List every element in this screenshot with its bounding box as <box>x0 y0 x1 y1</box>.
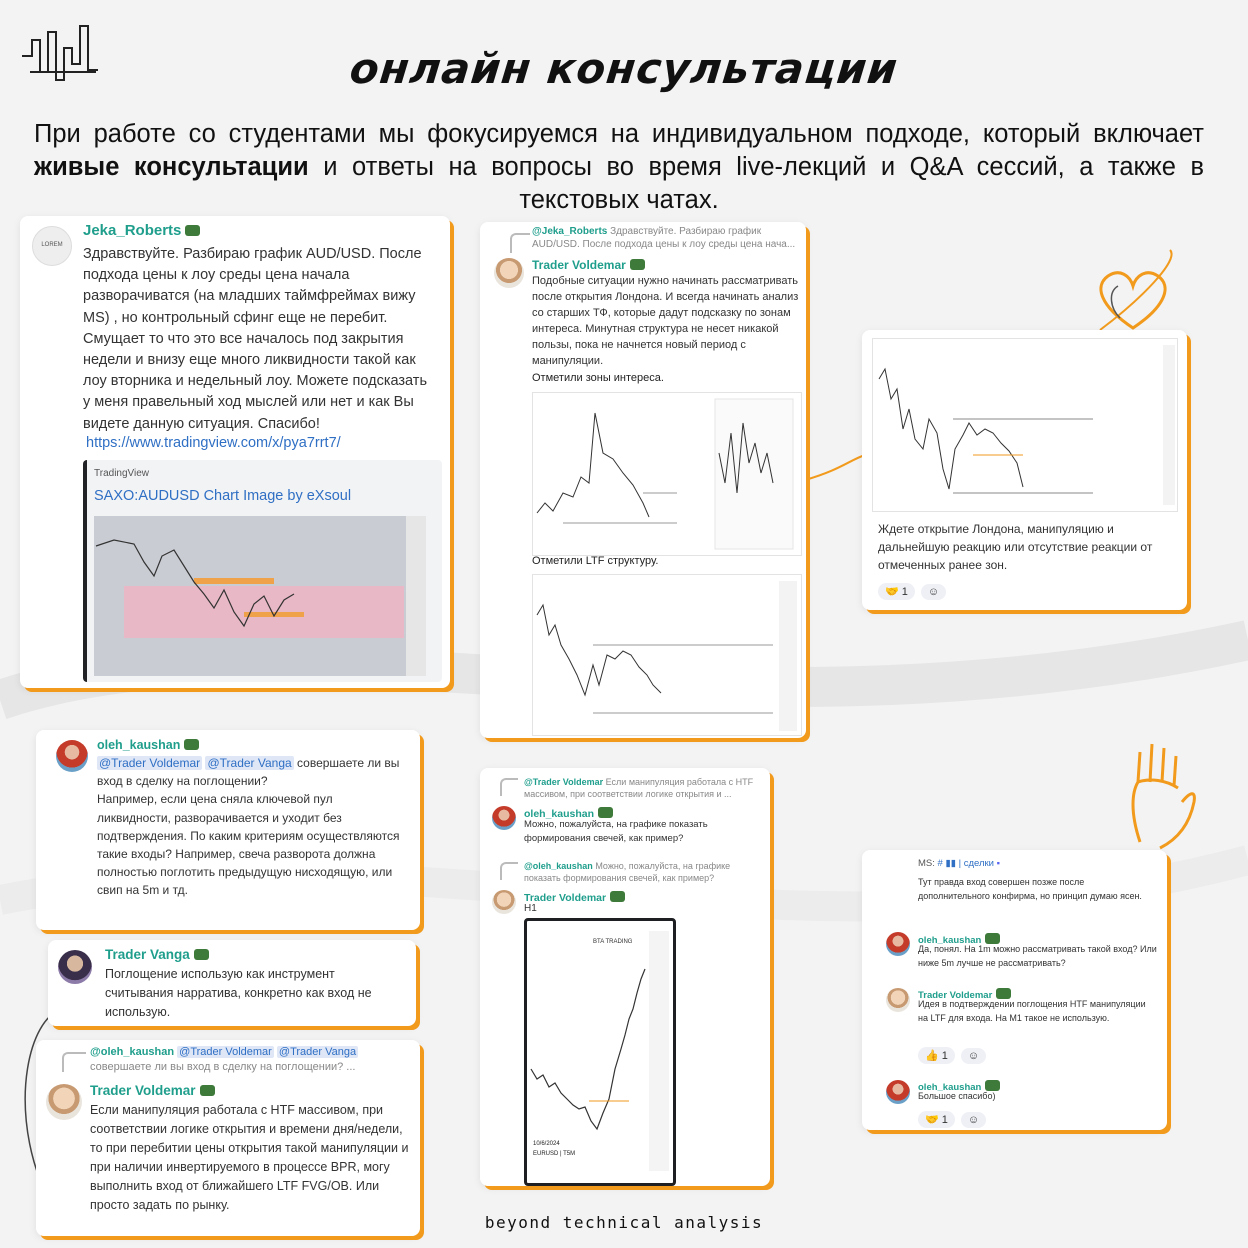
message-text: Подобные ситуации нужно начинать рассматривать после открытия Лондона. И всегда начинать анализ со старших ТФ, которые дадут подсказку по зонам интереса. Минутная структура не несет никакой пользы, пока не начнется новый период с манипуляции. <box>532 275 799 367</box>
add-reaction-icon[interactable]: ☺ <box>961 1048 986 1064</box>
role-badge-icon <box>985 1080 1000 1091</box>
caption-zones: Отметили зоны интереса. <box>532 372 664 384</box>
role-badge-icon <box>598 807 613 818</box>
username[interactable]: Trader Vanga <box>105 947 190 962</box>
role-badge-icon <box>200 1085 215 1096</box>
username[interactable]: oleh_kaushan <box>918 935 982 946</box>
chart-watermark: BTA TRADING <box>593 939 633 945</box>
h1-chart-image <box>524 918 676 1186</box>
reaction-handshake[interactable]: 🤝 1 <box>918 1111 955 1128</box>
reply-connector <box>62 1052 86 1072</box>
mention-voldemar[interactable]: @Trader Voldemar <box>99 756 201 770</box>
message-card-voldemar-answer <box>36 1040 420 1236</box>
username[interactable]: Trader Voldemar <box>90 1083 196 1098</box>
footer-tagline: beyond technical analysis <box>484 1213 764 1232</box>
message-text: Поглощение использую как инструмент считывания нарратива, конкретно как вход не использую. <box>105 967 372 1019</box>
message-card-sdelki-thread <box>862 850 1167 1130</box>
hand-doodle <box>1120 742 1200 852</box>
avatar <box>886 988 910 1012</box>
message-text: Можно, пожалуйста, на графике показать формирования свечей, как пример? <box>524 819 708 844</box>
reply-preview-2: @oleh_kaushan Можно, пожалуйста, на графике показать формирования свечей, как пример? <box>524 861 731 883</box>
message-text: H1 <box>524 903 537 914</box>
link-embed[interactable] <box>83 460 442 682</box>
username[interactable]: Trader Voldemar <box>524 892 607 904</box>
avatar <box>58 950 92 984</box>
avatar <box>886 932 910 956</box>
role-badge-icon <box>184 739 199 750</box>
avatar: LOREM <box>32 226 72 266</box>
avatar <box>56 740 88 772</box>
intro-bold: живые консультации <box>34 153 309 181</box>
reply-connector <box>510 233 530 253</box>
message-card-jeka <box>20 216 450 688</box>
message-text: Ждете открытие Лондона, манипуляцию и дальнейшую реакцию или отсутствие реакции от отмеченных ранее зон. <box>878 522 1153 572</box>
message-card-vanga <box>48 940 416 1026</box>
reply-preview-1: @Trader Voldemar Если манипуляция работала с HTF массивом, при соответствии логике открытия и ... <box>524 777 754 799</box>
add-reaction-icon[interactable]: ☺ <box>961 1112 986 1128</box>
avatar <box>46 1084 82 1120</box>
embed-title[interactable]: SAXO:AUDUSD Chart Image by eXsoul <box>94 488 352 504</box>
add-reaction-icon[interactable]: ☺ <box>921 584 946 600</box>
channel-link[interactable]: сделки <box>963 858 994 869</box>
message-text: Тут правда вход совершен позже после дополнительного конфирма, но принцип думаю ясен. <box>918 877 1142 901</box>
chart-image-london <box>872 338 1178 512</box>
message-text: @Trader Voldemar @Trader Vanga совершаете ли вы вход в сделку на поглощении? Например, если цена сняла ключевой пул ликвидности, разворачивается и уходит без подтверждения. По каким критериям осуществляются такие входы? Например, свеча разворота должна полностью поглотить предыдущую нисходящую, или свип на 5m и тд. <box>97 756 400 898</box>
role-badge-icon <box>194 949 209 960</box>
reaction-handshake[interactable]: 🤝 1 <box>878 583 915 600</box>
heart-doodle <box>1090 268 1176 334</box>
message-text: Большое спасибо) <box>918 1091 996 1101</box>
message-text: Если манипуляция работала с HTF массивом, при соответствии логике открытия и времени дня/недели, то при перебитии цены открытия такой манипуляции и при наличии инвертируемого в процессе BPR, могу выполнить вход от ближайшего LTF FVG/OB. Или просто задать по рынку. <box>90 1103 409 1212</box>
caption-ltf: Отметили LTF структуру. <box>532 555 659 567</box>
message-card-london <box>862 330 1187 610</box>
message-text: Да, понял. На 1m можно рассматривать такой вход? Или ниже 5m лучше не рассматривать? <box>918 944 1157 968</box>
username[interactable]: oleh_kaushan <box>918 1082 982 1093</box>
username[interactable]: Jeka_Roberts <box>83 222 182 239</box>
reply-preview: @Jeka_Roberts Здравствуйте. Разбираю график AUD/USD. После подхода цены к лоу среды цена нача... <box>532 226 796 250</box>
message-card-oleh-question <box>36 730 420 930</box>
username[interactable]: oleh_kaushan <box>524 808 595 820</box>
username[interactable]: Trader Voldemar <box>918 990 993 1001</box>
reply-connector <box>500 778 518 796</box>
message-card-h1-example <box>480 768 770 1186</box>
message-text: Здравствуйте. Разбираю график AUD/USD. После подхода цены к лоу среды цена начала разворачиватся (на младших таймфреймах вижу MS) , но контрольный сфинг еще не перебит. Смущает то что это все началось под закрытия недели и внизу еще много ликвидности такой как лоу вторника и недельный лоу. Можете подсказать у меня правельный ход мыслей или нет и как Вы видете данную ситуация. Спасибо! <box>83 246 427 432</box>
h1-candles <box>529 949 647 1149</box>
embed-chart-image <box>94 516 426 676</box>
avatar <box>494 258 524 288</box>
page-title: онлайн консультации <box>347 44 901 93</box>
message-card-voldemar-reply <box>480 222 806 738</box>
username[interactable]: Trader Voldemar <box>532 258 626 272</box>
chart-symbol: EURUSD | T5M <box>533 1151 576 1157</box>
chart-link[interactable]: https://www.tradingview.com/x/pya7rrt7/ <box>86 435 341 451</box>
intro-text: При работе со студентами мы фокусируемся на индивидуальном подходе, который включает живые консультации и ответы на вопросы во время live-лекций и Q&A сессий, а также в текстовых чатах. <box>34 120 1204 214</box>
role-badge-icon <box>185 225 200 236</box>
role-badge-icon <box>630 259 645 270</box>
reply-preview: @oleh_kaushan @Trader Voldemar @Trader Vanga совершаете ли вы вход в сделку на поглощении? ... <box>90 1046 357 1073</box>
avatar <box>492 806 516 830</box>
username[interactable]: oleh_kaushan <box>97 738 181 752</box>
embed-site: TradingView <box>94 468 150 479</box>
channel-header: MS: # ▮▮ | сделки ▪ <box>918 858 1000 869</box>
role-badge-icon <box>610 891 625 902</box>
chart-image-ltf <box>532 574 802 736</box>
avatar <box>492 890 516 914</box>
mention-vanga[interactable]: @Trader Vanga <box>207 756 292 770</box>
chart-image-zones <box>532 392 802 556</box>
avatar <box>886 1080 910 1104</box>
reaction-thumbs-up[interactable]: 👍 1 <box>918 1047 955 1064</box>
message-text: Идея в подтверждении поглощения HTF манипуляции на LTF для входа. На M1 такое не использую. <box>918 999 1146 1023</box>
chart-date: 10/6/2024 <box>533 1141 560 1147</box>
reply-connector <box>500 862 518 880</box>
